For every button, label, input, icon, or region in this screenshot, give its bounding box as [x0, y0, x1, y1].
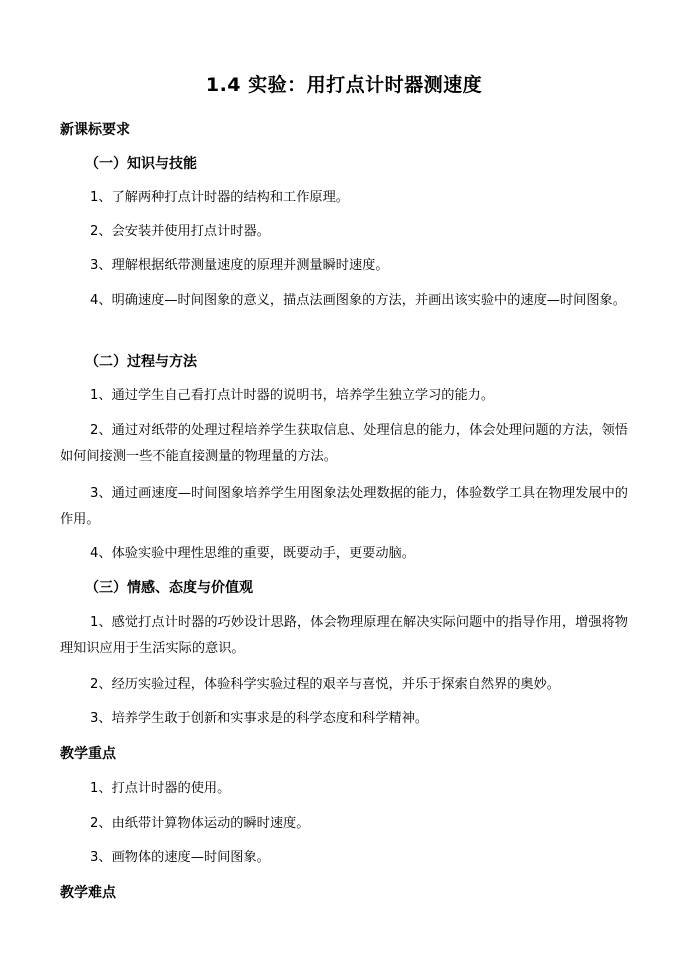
process-item-3: 3、通过画速度—时间图象培养学生用图象法处理数据的能力，体验数学工具在物理发展中的作用。	[60, 486, 628, 527]
page-title: 1.4 实验：用打点计时器测速度	[205, 74, 483, 96]
knowledge-item-3: 3、理解根据纸带测量速度的原理并测量瞬时速度。	[90, 258, 389, 273]
section-heading-requirements: 新课标要求	[60, 122, 130, 138]
subsection-heading-knowledge: （一）知识与技能	[85, 156, 197, 172]
knowledge-item-2: 2、会安装并使用打点计时器。	[90, 224, 270, 239]
section-heading-key-points: 教学重点	[60, 746, 116, 762]
key-point-item-3: 3、画物体的速度—时间图象。	[90, 850, 270, 865]
key-point-item-2: 2、由纸带计算物体运动的瞬时速度。	[90, 816, 310, 831]
attitude-item-1: 1、感觉打点计时器的巧妙设计思路，体会物理原理在解决实际问题中的指导作用，增强将物理知识应用于生活实际的意识。	[60, 615, 628, 656]
subsection-heading-process: （二）过程与方法	[85, 354, 197, 370]
key-point-item-1: 1、打点计时器的使用。	[90, 781, 231, 796]
subsection-heading-attitude: （三）情感、态度与价值观	[85, 580, 253, 596]
attitude-item-2: 2、经历实验过程，体验科学实验过程的艰辛与喜悦，并乐于探索自然界的奥妙。	[90, 677, 560, 692]
process-item-2: 2、通过对纸带的处理过程培养学生获取信息、处理信息的能力，体会处理问题的方法，领悟如何间接测一些不能直接测量的物理量的方法。	[60, 423, 628, 464]
process-item-1: 1、通过学生自己看打点计时器的说明书，培养学生独立学习的能力。	[90, 388, 495, 403]
knowledge-item-1: 1、了解两种打点计时器的结构和工作原理。	[90, 190, 349, 205]
section-heading-difficulties: 教学难点	[60, 885, 116, 901]
process-item-4: 4、体验实验中理性思维的重要，既要动手，更要动脑。	[90, 546, 415, 561]
knowledge-item-4: 4、明确速度—时间图象的意义，描点法画图象的方法，并画出该实验中的速度—时间图象。	[90, 293, 626, 308]
attitude-item-3: 3、培养学生敢于创新和实事求是的科学态度和科学精神。	[90, 711, 429, 726]
